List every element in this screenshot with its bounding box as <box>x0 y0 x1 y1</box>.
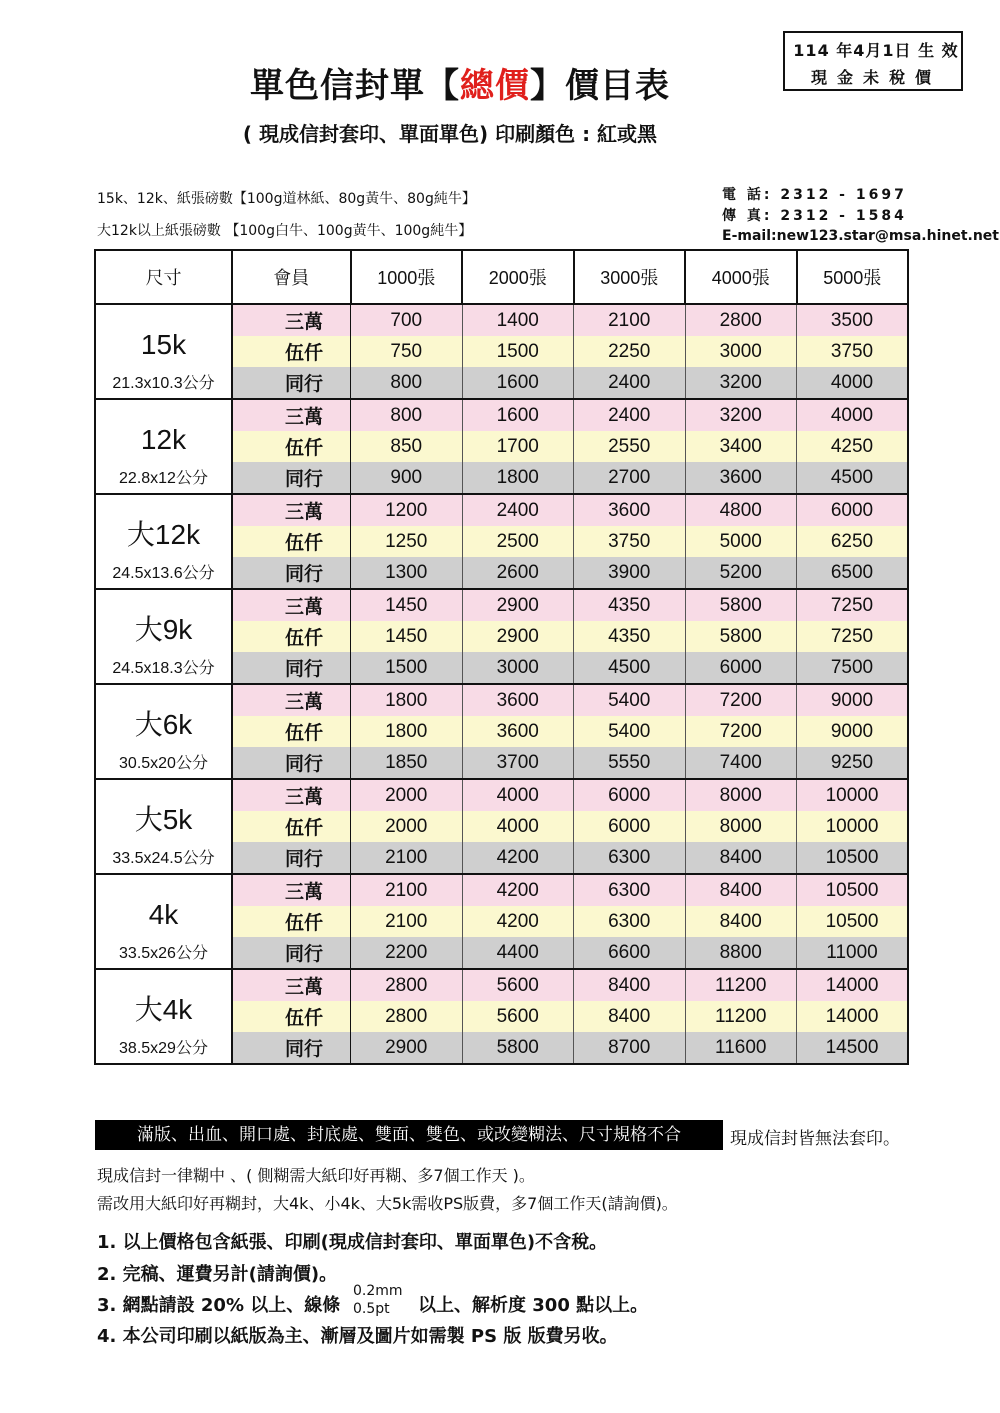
price-cell: 7200 <box>685 716 797 747</box>
price-cell: 6500 <box>797 557 909 589</box>
title-prefix: 單色信封單【 <box>250 66 460 106</box>
size-cell <box>95 969 232 1064</box>
price-cell: 10500 <box>797 842 909 874</box>
item-4: 4. 本公司印刷以紙版為主、漸層及圖片如需製 PS 版 版費另收。 <box>97 1326 618 1347</box>
price-cell: 3000 <box>685 336 797 367</box>
price-cell: 1800 <box>462 462 574 494</box>
price-cell: 2000 <box>351 779 463 811</box>
price-cell: 1500 <box>351 652 463 684</box>
price-cell: 8400 <box>685 842 797 874</box>
price-cell: 2600 <box>462 557 574 589</box>
member-tier: 三萬 <box>232 874 351 906</box>
fraction-bottom: 0.5pt <box>353 1301 390 1317</box>
member-tier: 伍仟 <box>232 431 351 462</box>
col-qty-2000: 2000張 <box>462 250 574 304</box>
price-cell: 14000 <box>797 969 909 1001</box>
member-tier: 伍仟 <box>232 906 351 937</box>
price-cell: 6000 <box>574 779 686 811</box>
price-cell: 7200 <box>685 684 797 716</box>
price-cell: 2800 <box>351 1001 463 1032</box>
member-tier: 三萬 <box>232 779 351 811</box>
item-3-post: 以上、解析度 300 點以上。 <box>418 1295 649 1316</box>
price-cell: 1500 <box>462 336 574 367</box>
price-cell: 1400 <box>462 304 574 336</box>
title-highlight: 總價 <box>460 66 530 106</box>
price-cell: 1700 <box>462 431 574 462</box>
table-row <box>95 304 908 336</box>
price-cell: 11200 <box>685 969 797 1001</box>
price-cell: 6000 <box>685 652 797 684</box>
notice-tail: 現成信封皆無法套印。 <box>730 1129 900 1149</box>
price-cell: 1850 <box>351 747 463 779</box>
price-cell: 7400 <box>685 747 797 779</box>
price-cell: 8700 <box>574 1032 686 1064</box>
price-cell: 14000 <box>797 1001 909 1032</box>
price-cell: 2100 <box>574 304 686 336</box>
member-tier: 同行 <box>232 747 351 779</box>
price-cell: 5800 <box>462 1032 574 1064</box>
note-line1: 現成信封一律糊中 、( 側糊需大紙印好再糊、多7個工作天 )。 <box>97 1166 535 1185</box>
size-dimensions: 33.5x24.5公分 <box>112 850 215 867</box>
price-cell: 7500 <box>797 652 909 684</box>
price-cell: 3700 <box>462 747 574 779</box>
price-cell: 3600 <box>462 684 574 716</box>
member-tier: 伍仟 <box>232 716 351 747</box>
notice-banner: 滿版、出血、開口處、封底處、雙面、雙色、或改變糊法、尺寸規格不合 <box>95 1120 723 1150</box>
price-cell: 2100 <box>351 842 463 874</box>
price-cell: 2900 <box>462 589 574 621</box>
paper-spec-line1: 15k、12k、紙張磅數【100g道林紙、80g黃牛、80g純牛】 <box>97 191 476 207</box>
price-cell: 4200 <box>462 906 574 937</box>
price-cell: 1250 <box>351 526 463 557</box>
price-cell: 8400 <box>685 874 797 906</box>
paper-spec-line2: 大12k以上紙張磅數 【100g白牛、100g黃牛、100g純牛】 <box>97 223 473 239</box>
member-tier: 同行 <box>232 652 351 684</box>
price-cell: 2100 <box>351 906 463 937</box>
price-cell: 5800 <box>685 621 797 652</box>
price-cell: 2800 <box>685 304 797 336</box>
price-cell: 2200 <box>351 937 463 969</box>
price-cell: 2400 <box>574 399 686 431</box>
price-cell: 1600 <box>462 367 574 399</box>
price-cell: 3200 <box>685 399 797 431</box>
item-3 <box>97 1291 340 1317</box>
subtitle: ( 現成信封套印、單面單色) 印刷顏色 : 紅或黑 <box>242 122 658 146</box>
price-cell: 2900 <box>462 621 574 652</box>
price-cell: 5400 <box>574 684 686 716</box>
price-cell: 1800 <box>351 684 463 716</box>
price-cell: 7250 <box>797 589 909 621</box>
size-cell <box>95 779 232 874</box>
price-cell: 2500 <box>462 526 574 557</box>
price-cell: 3900 <box>574 557 686 589</box>
price-cell: 10000 <box>797 811 909 842</box>
price-cell: 7250 <box>797 621 909 652</box>
price-cell: 5400 <box>574 716 686 747</box>
col-member: 會員 <box>232 250 351 304</box>
price-cell: 6300 <box>574 874 686 906</box>
size-label: 15k <box>140 329 187 360</box>
price-cell: 700 <box>351 304 463 336</box>
size-label: 12k <box>140 424 187 455</box>
price-cell: 3500 <box>797 304 909 336</box>
price-cell: 5200 <box>685 557 797 589</box>
size-label: 4k <box>148 899 179 930</box>
item-2: 2. 完稿、運費另計(請詢價)。 <box>97 1264 338 1285</box>
price-cell: 4000 <box>797 399 909 431</box>
price-cell: 10000 <box>797 779 909 811</box>
size-cell <box>95 684 232 779</box>
col-size: 尺寸 <box>95 250 232 304</box>
title-suffix: 】價目表 <box>530 66 670 106</box>
price-cell: 4800 <box>685 494 797 526</box>
page-title <box>0 58 920 107</box>
price-cell: 10500 <box>797 906 909 937</box>
price-cell: 5550 <box>574 747 686 779</box>
price-cell: 11000 <box>797 937 909 969</box>
size-label: 大5k <box>134 804 193 835</box>
size-cell <box>95 874 232 969</box>
member-tier: 三萬 <box>232 399 351 431</box>
price-cell: 8400 <box>574 969 686 1001</box>
price-cell: 2700 <box>574 462 686 494</box>
price-cell: 2100 <box>351 874 463 906</box>
member-tier: 同行 <box>232 937 351 969</box>
price-cell: 6000 <box>574 811 686 842</box>
price-cell: 900 <box>351 462 463 494</box>
fax: 傳 真: 2312 - 1584 <box>722 208 907 224</box>
email: E-mail:new123.star@msa.hinet.net <box>722 228 999 244</box>
price-cell: 2550 <box>574 431 686 462</box>
price-cell: 4000 <box>462 779 574 811</box>
price-cell: 8400 <box>685 906 797 937</box>
price-cell: 2250 <box>574 336 686 367</box>
price-cell: 4200 <box>462 842 574 874</box>
price-cell: 1200 <box>351 494 463 526</box>
item-3-pre: 3. 網點請設 20% 以上、線條 <box>97 1295 341 1316</box>
member-tier: 同行 <box>232 557 351 589</box>
size-label: 大9k <box>134 614 193 645</box>
member-tier: 伍仟 <box>232 1001 351 1032</box>
col-qty-3000: 3000張 <box>574 250 686 304</box>
col-qty-4000: 4000張 <box>685 250 797 304</box>
phone: 電 話: 2312 - 1697 <box>722 187 907 203</box>
price-cell: 2400 <box>462 494 574 526</box>
size-dimensions: 24.5x13.6公分 <box>112 565 215 582</box>
table-row <box>95 779 908 811</box>
size-cell <box>95 494 232 589</box>
price-cell: 1800 <box>351 716 463 747</box>
size-cell <box>95 304 232 399</box>
price-cell: 2400 <box>574 367 686 399</box>
fraction-top: 0.2mm <box>353 1283 403 1299</box>
price-cell: 4500 <box>574 652 686 684</box>
price-cell: 3200 <box>685 367 797 399</box>
line-width-fraction <box>353 1282 403 1318</box>
price-cell: 6000 <box>797 494 909 526</box>
price-cell: 750 <box>351 336 463 367</box>
table-row <box>95 589 908 621</box>
member-tier: 同行 <box>232 462 351 494</box>
member-tier: 三萬 <box>232 969 351 1001</box>
effective-date: 114 年4月1日 生 效 <box>793 41 959 60</box>
member-tier: 三萬 <box>232 304 351 336</box>
size-dimensions: 21.3x10.3公分 <box>112 375 215 392</box>
member-tier: 伍仟 <box>232 336 351 367</box>
member-tier: 伍仟 <box>232 621 351 652</box>
price-cell: 850 <box>351 431 463 462</box>
price-cell: 4350 <box>574 589 686 621</box>
size-cell <box>95 589 232 684</box>
size-label: 大4k <box>134 994 193 1025</box>
price-cell: 6250 <box>797 526 909 557</box>
price-cell: 1450 <box>351 589 463 621</box>
note-line2: 需改用大紙印好再糊封，大4k、小4k、大5k需收PS版費，多7個工作天(請詢價)。 <box>97 1194 678 1213</box>
table-row <box>95 969 908 1001</box>
size-label: 大6k <box>134 709 193 740</box>
price-cell: 800 <box>351 367 463 399</box>
price-cell: 6300 <box>574 842 686 874</box>
effective-date-box <box>783 31 963 91</box>
price-cell: 2800 <box>351 969 463 1001</box>
price-cell: 5600 <box>462 1001 574 1032</box>
size-dimensions: 22.8x12公分 <box>119 470 208 487</box>
size-label: 大12k <box>126 519 201 550</box>
price-note: 現金未稅價 <box>810 68 941 87</box>
size-dimensions: 30.5x20公分 <box>119 755 208 772</box>
price-cell: 10500 <box>797 874 909 906</box>
member-tier: 同行 <box>232 1032 351 1064</box>
price-cell: 6600 <box>574 937 686 969</box>
price-table <box>94 249 909 1065</box>
price-cell: 9250 <box>797 747 909 779</box>
member-tier: 三萬 <box>232 494 351 526</box>
price-cell: 1300 <box>351 557 463 589</box>
price-cell: 1450 <box>351 621 463 652</box>
price-cell: 2000 <box>351 811 463 842</box>
price-cell: 4500 <box>797 462 909 494</box>
price-cell: 4000 <box>797 367 909 399</box>
price-cell: 5600 <box>462 969 574 1001</box>
size-cell <box>95 399 232 494</box>
price-cell: 9000 <box>797 716 909 747</box>
price-cell: 11200 <box>685 1001 797 1032</box>
price-table-body <box>95 304 908 1064</box>
member-tier: 三萬 <box>232 589 351 621</box>
table-row <box>95 494 908 526</box>
price-cell: 8400 <box>574 1001 686 1032</box>
price-cell: 8000 <box>685 811 797 842</box>
price-cell: 9000 <box>797 684 909 716</box>
price-cell: 3750 <box>574 526 686 557</box>
member-tier: 伍仟 <box>232 811 351 842</box>
price-cell: 5800 <box>685 589 797 621</box>
table-row <box>95 399 908 431</box>
price-cell: 4400 <box>462 937 574 969</box>
price-cell: 3000 <box>462 652 574 684</box>
col-qty-1000: 1000張 <box>351 250 463 304</box>
member-tier: 伍仟 <box>232 526 351 557</box>
member-tier: 同行 <box>232 367 351 399</box>
size-dimensions: 38.5x29公分 <box>119 1040 208 1057</box>
col-qty-5000: 5000張 <box>797 250 909 304</box>
size-dimensions: 33.5x26公分 <box>119 945 208 962</box>
size-dimensions: 24.5x18.3公分 <box>112 660 215 677</box>
price-cell: 3400 <box>685 431 797 462</box>
member-tier: 同行 <box>232 842 351 874</box>
price-cell: 11600 <box>685 1032 797 1064</box>
price-cell: 6300 <box>574 906 686 937</box>
price-cell: 8000 <box>685 779 797 811</box>
price-cell: 800 <box>351 399 463 431</box>
item-1: 1. 以上價格包含紙張、印刷(現成信封套印、單面單色)不含稅。 <box>97 1232 608 1253</box>
table-header-row <box>95 250 908 304</box>
price-cell: 3750 <box>797 336 909 367</box>
price-cell: 4000 <box>462 811 574 842</box>
price-cell: 3600 <box>574 494 686 526</box>
price-cell: 2900 <box>351 1032 463 1064</box>
price-cell: 4350 <box>574 621 686 652</box>
table-row <box>95 684 908 716</box>
price-cell: 14500 <box>797 1032 909 1064</box>
price-cell: 1600 <box>462 399 574 431</box>
price-cell: 8800 <box>685 937 797 969</box>
member-tier: 三萬 <box>232 684 351 716</box>
table-row <box>95 874 908 906</box>
price-cell: 4200 <box>462 874 574 906</box>
price-cell: 5000 <box>685 526 797 557</box>
price-cell: 3600 <box>462 716 574 747</box>
price-cell: 4250 <box>797 431 909 462</box>
price-cell: 3600 <box>685 462 797 494</box>
